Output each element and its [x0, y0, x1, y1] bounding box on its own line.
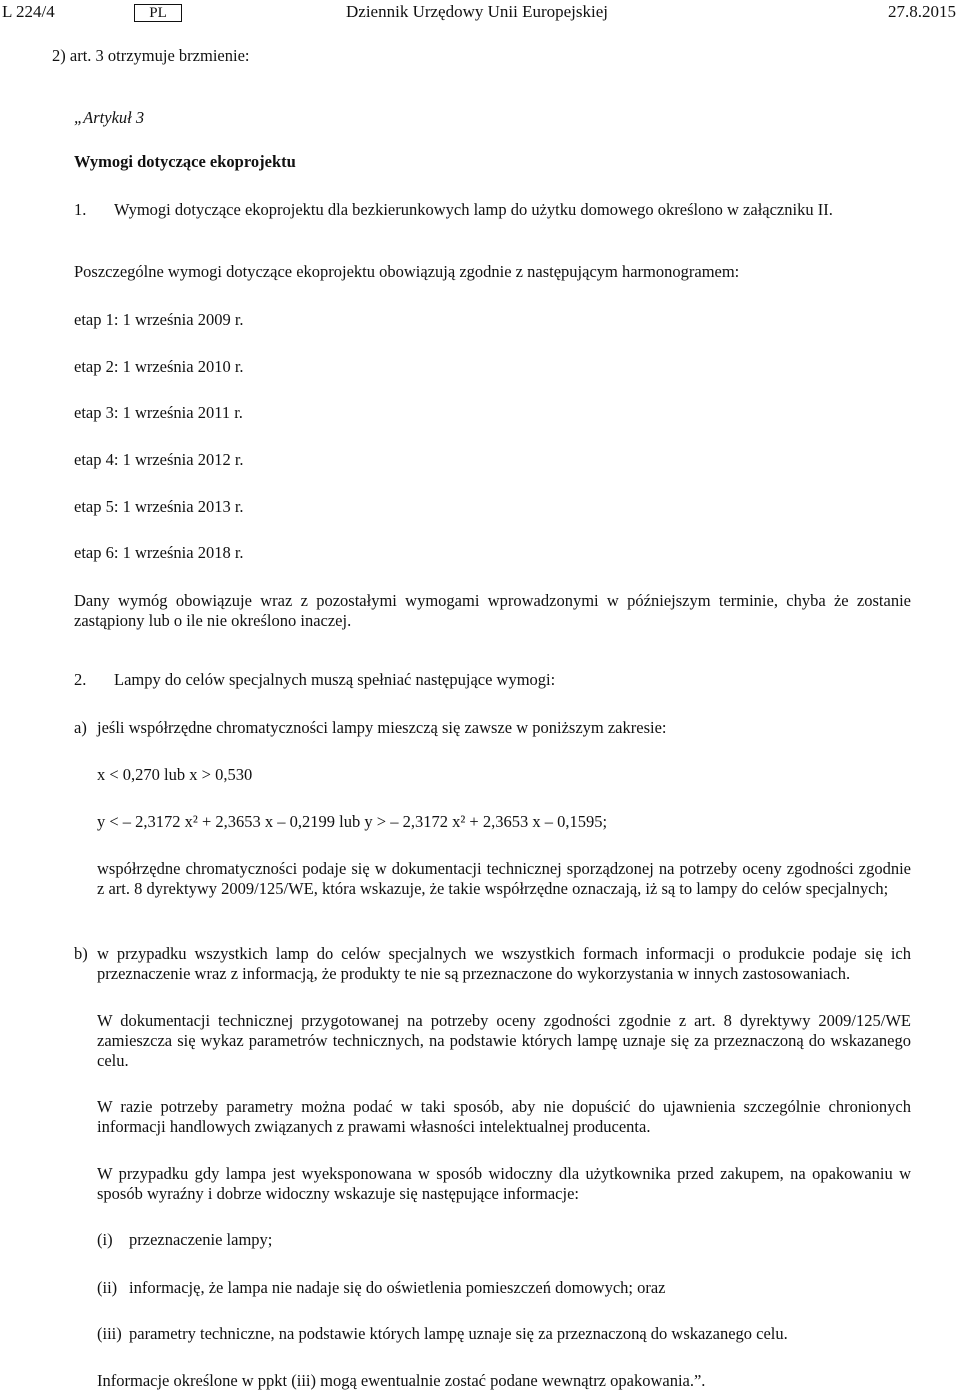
article-title: Wymogi dotyczące ekoprojektu	[74, 152, 296, 171]
formula-x: x < 0,270 lub x > 0,530	[97, 765, 253, 784]
paragraph-2-text: Lampy do celów specjalnych muszą spełniać następujące wymogi:	[114, 670, 556, 689]
amendment-number: 2)	[52, 46, 66, 65]
page-reference: L 224/4	[2, 2, 55, 21]
article-heading: „Artykuł 3	[74, 108, 145, 127]
stage-2: etap 2: 1 września 2010 r.	[74, 357, 244, 376]
paragraph-1-text: Wymogi dotyczące ekoprojektu dla bezkierunkowych lamp do użytku domowego określono w załączniku II.	[114, 200, 833, 219]
stage-note: Dany wymóg obowiązuje wraz z pozostałymi wymogami wprowadzonymi w późniejszym terminie, chyba że zostanie zastąpiony lub o ile nie określono inaczej.	[74, 591, 911, 630]
stage-3: etap 3: 1 września 2011 r.	[74, 403, 243, 422]
paragraph-1	[74, 200, 911, 220]
list-item-label: (iii)	[97, 1324, 122, 1343]
technical-documentation-paragraph: W dokumentacji technicznej przygotowanej na potrzeby oceny zgodności zgodnie z art. 8 dyrektywy 2009/125/WE zamieszcza się wykaz parametrów technicznych, na podstawie których lampę uznaje się za przeznaczoną do wskazanego celu.	[97, 1011, 911, 1070]
point-a-label: a)	[74, 718, 87, 737]
stage-6: etap 6: 1 września 2018 r.	[74, 543, 244, 562]
stage-5: etap 5: 1 września 2013 r.	[74, 497, 244, 516]
list-item: parametry techniczne, na podstawie których lampę uznaje się za przeznaczoną do wskazanego celu.	[129, 1324, 788, 1343]
packaging-paragraph: W przypadku gdy lampa jest wyeksponowana w sposób widoczny dla użytkownika przed zakupem, na opakowaniu w sposób wyraźny i dobrze widoczny wskazuje się następujące informacje:	[97, 1164, 911, 1203]
journal-title: Dziennik Urzędowy Unii Europejskiej	[346, 2, 609, 21]
point-a-note: współrzędne chromatyczności podaje się w dokumentacji technicznej sporządzonej na potrzeby oceny zgodności zgodnie z art. 8 dyrektywy 2009/125/WE, która wskazuje, że takie współrzędne oznaczają, iż są to lampy do celów specjalnych;	[97, 859, 911, 898]
amendment-line	[52, 46, 889, 66]
publication-date: 27.8.2015	[888, 2, 956, 21]
formula-y: y < – 2,3172 x² + 2,3653 x – 0,2199 lub y > – 2,3172 x² + 2,3653 x – 0,1595;	[97, 812, 608, 831]
language-box: PL	[134, 4, 182, 22]
stage-1: etap 1: 1 września 2009 r.	[74, 310, 244, 329]
list-item: przeznaczenie lampy;	[129, 1230, 273, 1249]
list-item-label: (i)	[97, 1230, 113, 1249]
point-a-text: jeśli współrzędne chromatyczności lampy mieszczą się zawsze w poniższym zakresie:	[97, 718, 667, 737]
point-b-label: b)	[74, 944, 88, 963]
paragraph-1-number: 1.	[74, 200, 87, 219]
closing-paragraph: Informacje określone w ppkt (iii) mogą ewentualnie zostać podane wewnątrz opakowania.”.	[97, 1371, 706, 1390]
confidentiality-paragraph: W razie potrzeby parametry można podać w taki sposób, aby nie dopuścić do ujawnienia szczególnie chronionych informacji handlowych związanych z prawami własności intelektualnej producenta.	[97, 1097, 911, 1136]
list-item-label: (ii)	[97, 1278, 118, 1297]
point-b-text: w przypadku wszystkich lamp do celów specjalnych we wszystkich formach informacji o produkcie podaje się ich przeznaczenie wraz z informacją, że produkty te nie są przeznaczone do wykorzystania w innych zastosowaniach.	[97, 944, 911, 983]
list-item: informację, że lampa nie nadaje się do oświetlenia pomieszczeń domowych; oraz	[129, 1278, 666, 1297]
amendment-text: art. 3 otrzymuje brzmienie:	[69, 46, 250, 65]
stage-4: etap 4: 1 września 2012 r.	[74, 450, 244, 469]
schedule-intro: Poszczególne wymogi dotyczące ekoprojektu obowiązują zgodnie z następującym harmonogramem:	[74, 262, 740, 281]
paragraph-2-number: 2.	[74, 670, 87, 689]
